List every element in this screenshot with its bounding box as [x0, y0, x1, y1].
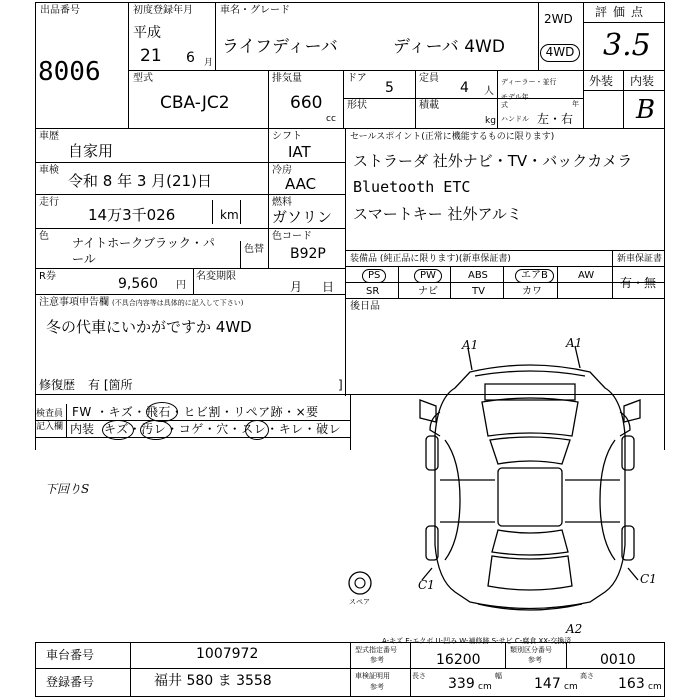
first-reg-month: 6: [186, 50, 195, 66]
first-reg-month-unit: 月: [204, 58, 214, 68]
handwritten-c1-left: C1: [418, 578, 435, 592]
inspector-row1-items: FW ・キズ・飛石・ヒビ割・リペア跡・×要: [72, 405, 319, 419]
lot-label: 出品番号: [40, 5, 80, 16]
type-designation-sublabel: 参考: [370, 656, 384, 664]
width-label: 幅: [495, 672, 502, 680]
color-value-line1: ナイトホークブラック・パ: [72, 236, 215, 250]
handwritten-a1-left: A1: [462, 338, 479, 352]
shift-value: IAT: [288, 143, 311, 161]
load-unit: kg: [485, 116, 496, 126]
displacement-unit: cc: [326, 114, 336, 124]
history-value: 自家用: [68, 142, 114, 160]
doors-label: ドア: [347, 73, 367, 84]
dimensions-label: 車検証明用: [355, 672, 390, 680]
first-reg-label: 初度登録年月: [133, 5, 193, 16]
handwritten-a2: A2: [566, 622, 583, 636]
equip-sr: SR: [366, 286, 380, 297]
notes-label: 注意事項申告欄: [39, 297, 109, 308]
model-year-unit: 年: [572, 100, 579, 108]
doors-value: 5: [385, 80, 394, 96]
repair-value: 有 [箇所: [88, 378, 133, 392]
ac-label: 冷房: [272, 165, 292, 176]
score-label: 評価点: [595, 5, 650, 19]
type-designation-value: 16200: [436, 652, 481, 668]
displacement-value: 660: [290, 93, 323, 113]
width-value: 147: [534, 676, 561, 692]
width-unit: cm: [564, 682, 578, 692]
selling-point-2: Bluetooth ETC: [353, 178, 471, 196]
chassis-value: 1007972: [196, 646, 259, 662]
spare-tire-icon: [345, 568, 375, 598]
spare-label: スペア: [349, 598, 370, 606]
car-name-label: 車名・グレード: [220, 5, 290, 16]
equip-airbag: エアB: [515, 269, 554, 283]
inspector-label-1: 検査員: [36, 409, 64, 419]
ac-value: AAC: [285, 175, 317, 193]
model-label: 型式: [133, 73, 153, 84]
category-label: 類別区分番号: [510, 646, 552, 654]
car-name: ライフディーバ: [222, 37, 338, 57]
mileage-value: 14万3千026: [88, 206, 176, 224]
color-code-value: B92P: [290, 246, 326, 262]
warranty-value: 有・無: [620, 276, 657, 290]
selling-points-label: セールスポイント(正常に機能するものに限ります): [350, 132, 555, 142]
dealer-label: ディーラー・並行: [501, 78, 557, 86]
inspection-label: 車検: [39, 165, 59, 176]
length-value: 339: [448, 676, 475, 692]
car-damage-diagram: [400, 340, 665, 640]
category-sublabel: 参考: [528, 656, 542, 664]
handwritten-underbody-note: 下回りS: [45, 482, 90, 496]
ink-circle-sure: [245, 420, 269, 440]
drive-4wd: 4WD: [540, 44, 580, 62]
inspector-label-2: 記入欄: [36, 422, 64, 432]
score-value: 3.5: [603, 28, 651, 63]
interior-score: B: [636, 95, 656, 125]
shift-label: シフト: [272, 131, 302, 142]
chassis-label: 車台番号: [46, 648, 95, 662]
ink-circle-tobiishi: [146, 402, 178, 422]
height-value: 163: [618, 676, 645, 692]
recycle-unit: 円: [176, 280, 186, 291]
color-label: 色: [39, 231, 49, 242]
equip-abs: ABS: [468, 270, 488, 281]
capacity-unit: 人: [484, 86, 494, 97]
handle-label: ハンドル: [501, 115, 529, 123]
interior-label: 内装: [630, 74, 655, 88]
shape-label: 形状: [347, 100, 367, 111]
capacity-value: 4: [460, 80, 469, 96]
color-value-line2: ール: [72, 252, 96, 266]
equip-leather: カワ: [522, 286, 542, 297]
registration-value: 福井 580 ま 3558: [154, 673, 272, 689]
lot-number: 8006: [38, 57, 101, 87]
recycle-value: 9,560: [118, 276, 159, 292]
selling-point-1: ストラーダ 社外ナビ・TV・バックカメラ: [353, 152, 633, 170]
fuel-value: ガソリン: [272, 208, 333, 226]
expiry-day-unit: 日: [322, 280, 335, 294]
ink-circle-kizu: [102, 420, 134, 440]
first-reg-year: 21: [140, 46, 162, 66]
inspector-row2-items: キズ・汚レ・コゲ・穴・スレ・キレ・破レ: [104, 422, 342, 436]
equipment-label: 装備品 (純正品に限ります)(新車保証書): [350, 254, 511, 264]
later-equipment-label: 後日品: [350, 301, 380, 312]
mileage-label: 走行: [39, 197, 59, 208]
length-label: 長さ: [412, 672, 426, 680]
registration-label: 登録番号: [46, 675, 95, 689]
history-label: 車歴: [39, 131, 59, 142]
displacement-label: 排気量: [272, 73, 302, 84]
color-change-label: 色替: [244, 244, 264, 255]
handwritten-c1-right: C1: [640, 572, 657, 586]
color-code-label: 色コード: [272, 231, 312, 242]
category-value: 0010: [600, 652, 636, 668]
notes-sublabel: (不具合内容等は具体的に記入して下さい): [112, 299, 244, 307]
expiry-month-unit: 月: [290, 280, 303, 294]
exterior-label: 外装: [589, 74, 614, 88]
damage-legend: A-キズ E-エクボ U-凹み W-補修跡 S-サビ C-腐食 XX-交換済: [382, 637, 572, 645]
dimensions-sublabel: 参考: [370, 683, 384, 691]
equip-pw: PW: [414, 269, 442, 283]
notes-text: 冬の代車にいかがですか 4WD: [46, 318, 252, 336]
height-label: 高さ: [580, 672, 594, 680]
warranty-label: 新車保証書: [617, 254, 663, 264]
first-reg-era: 平成: [133, 25, 161, 41]
repair-label: 修復歴: [39, 378, 76, 392]
equip-aw: AW: [578, 270, 595, 281]
equip-tv: TV: [472, 286, 485, 297]
handwritten-a1-right: A1: [566, 336, 583, 350]
drive-2wd: 2WD: [544, 12, 573, 26]
inspector-row2-label: 内装: [70, 422, 95, 436]
expiry-label: 名変期限: [196, 271, 236, 282]
equip-navi: ナビ: [418, 286, 438, 297]
type-designation-label: 型式指定番号: [355, 646, 397, 654]
mileage-unit: km: [220, 208, 239, 222]
height-unit: cm: [648, 682, 662, 692]
equip-ps: PS: [362, 269, 386, 283]
fuel-label: 燃料: [272, 197, 292, 208]
car-grade: ディーバ 4WD: [393, 37, 505, 57]
inspection-value: 令和 8 年 3 月(21)日: [68, 172, 212, 190]
handle-value: 左・右: [537, 112, 574, 126]
ink-circle-yogore: [140, 420, 172, 440]
load-label: 積載: [419, 100, 439, 111]
capacity-label: 定員: [419, 73, 439, 84]
model-value: CBA-JC2: [160, 93, 230, 113]
selling-point-3: スマートキー 社外アルミ: [353, 205, 522, 223]
repair-bracket: ]: [338, 378, 343, 392]
recycle-label: R券: [39, 271, 56, 282]
model-year-label: モデル年式: [501, 93, 529, 109]
length-unit: cm: [478, 682, 492, 692]
